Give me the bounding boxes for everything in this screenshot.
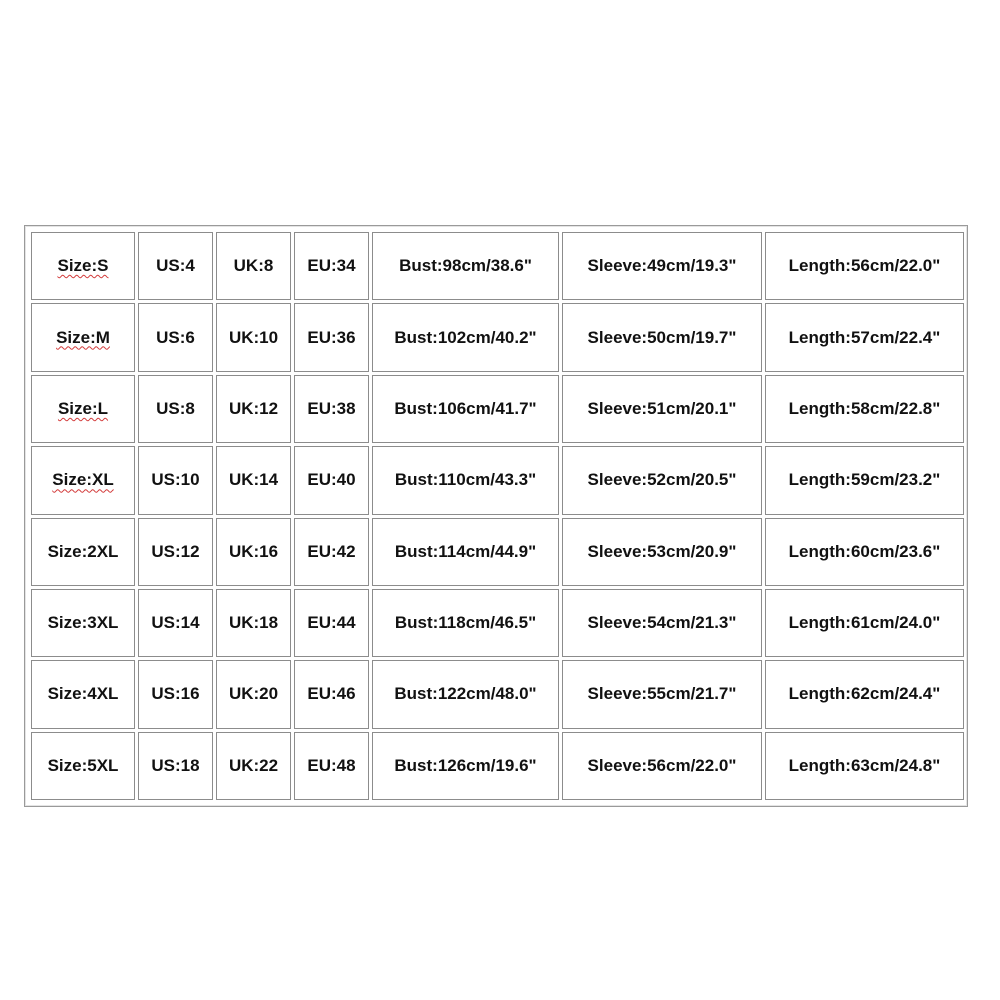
uk-size-cell: UK:22 — [216, 732, 291, 800]
sleeve-cell: Sleeve:54cm/21.3" — [562, 589, 762, 657]
size-table — [28, 229, 967, 803]
size-cell: Size:S — [31, 232, 135, 300]
bust-cell: Bust:126cm/19.6" — [372, 732, 559, 800]
sleeve-cell: Sleeve:50cm/19.7" — [562, 303, 762, 371]
table-row — [31, 375, 964, 443]
bust-cell: Bust:98cm/38.6" — [372, 232, 559, 300]
table-row — [31, 518, 964, 586]
bust-cell: Bust:110cm/43.3" — [372, 446, 559, 514]
us-size-cell: US:4 — [138, 232, 213, 300]
us-size-cell: US:14 — [138, 589, 213, 657]
table-row — [31, 232, 964, 300]
uk-size-cell: UK:8 — [216, 232, 291, 300]
table-row — [31, 589, 964, 657]
uk-size-cell: UK:20 — [216, 660, 291, 728]
eu-size-cell: EU:34 — [294, 232, 369, 300]
size-cell: Size:L — [31, 375, 135, 443]
eu-size-cell: EU:48 — [294, 732, 369, 800]
length-cell: Length:61cm/24.0" — [765, 589, 964, 657]
bust-cell: Bust:118cm/46.5" — [372, 589, 559, 657]
bust-cell: Bust:122cm/48.0" — [372, 660, 559, 728]
length-cell: Length:63cm/24.8" — [765, 732, 964, 800]
table-row — [31, 446, 964, 514]
eu-size-cell: EU:38 — [294, 375, 369, 443]
size-cell: Size:5XL — [31, 732, 135, 800]
table-row — [31, 732, 964, 800]
eu-size-cell: EU:36 — [294, 303, 369, 371]
size-chart-table — [24, 225, 968, 807]
us-size-cell: US:18 — [138, 732, 213, 800]
sleeve-cell: Sleeve:55cm/21.7" — [562, 660, 762, 728]
table-row — [31, 660, 964, 728]
table-row — [31, 303, 964, 371]
sleeve-cell: Sleeve:56cm/22.0" — [562, 732, 762, 800]
size-cell: Size:4XL — [31, 660, 135, 728]
sleeve-cell: Sleeve:52cm/20.5" — [562, 446, 762, 514]
us-size-cell: US:6 — [138, 303, 213, 371]
size-cell: Size:2XL — [31, 518, 135, 586]
bust-cell: Bust:106cm/41.7" — [372, 375, 559, 443]
uk-size-cell: UK:12 — [216, 375, 291, 443]
eu-size-cell: EU:46 — [294, 660, 369, 728]
uk-size-cell: UK:16 — [216, 518, 291, 586]
us-size-cell: US:16 — [138, 660, 213, 728]
size-cell: Size:XL — [31, 446, 135, 514]
sleeve-cell: Sleeve:51cm/20.1" — [562, 375, 762, 443]
size-cell: Size:3XL — [31, 589, 135, 657]
eu-size-cell: EU:40 — [294, 446, 369, 514]
size-cell: Size:M — [31, 303, 135, 371]
us-size-cell: US:10 — [138, 446, 213, 514]
length-cell: Length:58cm/22.8" — [765, 375, 964, 443]
uk-size-cell: UK:18 — [216, 589, 291, 657]
us-size-cell: US:8 — [138, 375, 213, 443]
uk-size-cell: UK:10 — [216, 303, 291, 371]
length-cell: Length:59cm/23.2" — [765, 446, 964, 514]
length-cell: Length:60cm/23.6" — [765, 518, 964, 586]
uk-size-cell: UK:14 — [216, 446, 291, 514]
us-size-cell: US:12 — [138, 518, 213, 586]
eu-size-cell: EU:42 — [294, 518, 369, 586]
sleeve-cell: Sleeve:49cm/19.3" — [562, 232, 762, 300]
length-cell: Length:57cm/22.4" — [765, 303, 964, 371]
length-cell: Length:56cm/22.0" — [765, 232, 964, 300]
length-cell: Length:62cm/24.4" — [765, 660, 964, 728]
bust-cell: Bust:102cm/40.2" — [372, 303, 559, 371]
sleeve-cell: Sleeve:53cm/20.9" — [562, 518, 762, 586]
bust-cell: Bust:114cm/44.9" — [372, 518, 559, 586]
eu-size-cell: EU:44 — [294, 589, 369, 657]
